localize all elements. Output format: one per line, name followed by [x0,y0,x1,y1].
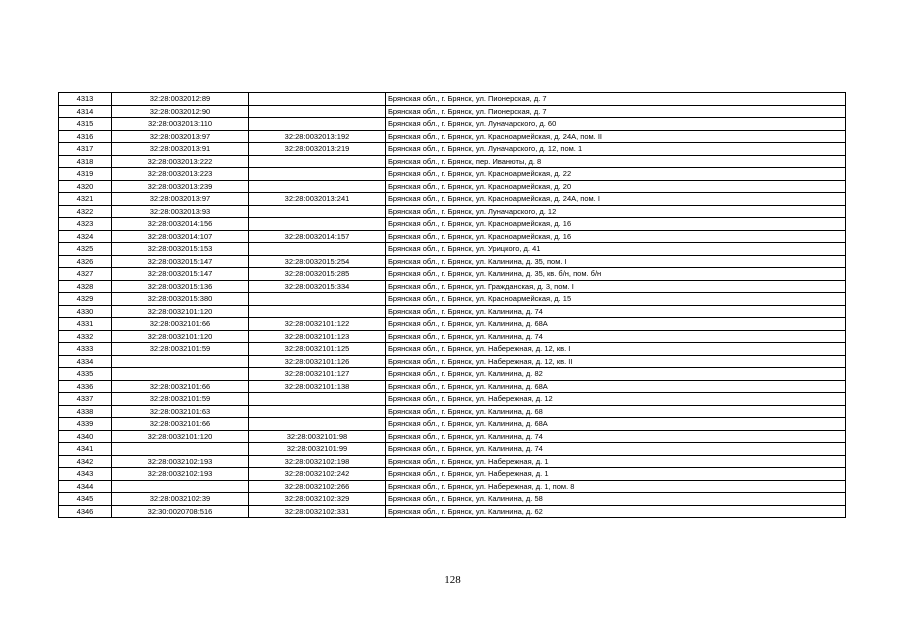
table-row [59,380,846,393]
address-cell: Брянская обл., г. Брянск, ул. Красноармейская, д. 22 [386,168,846,181]
related-cadastral-number-cell: 32:28:0032013:219 [249,143,386,156]
related-cadastral-number-cell: 32:28:0032102:329 [249,493,386,506]
cadastral-number-cell [112,443,249,456]
cadastral-number-cell: 32:30:0020708:516 [112,505,249,518]
related-cadastral-number-cell: 32:28:0032101:98 [249,430,386,443]
table-row [59,143,846,156]
related-cadastral-number-cell [249,180,386,193]
related-cadastral-number-cell: 32:28:0032101:127 [249,368,386,381]
address-cell: Брянская обл., г. Брянск, ул. Набережная, д. 12, кв. II [386,355,846,368]
related-cadastral-number-cell: 32:28:0032101:138 [249,380,386,393]
cadastral-number-cell: 32:28:0032101:120 [112,330,249,343]
cadastral-number-cell: 32:28:0032013:223 [112,168,249,181]
cadastral-number-cell: 32:28:0032014:107 [112,230,249,243]
related-cadastral-number-cell: 32:28:0032014:157 [249,230,386,243]
address-cell: Брянская обл., г. Брянск, ул. Калинина, д. 74 [386,305,846,318]
cadastral-number-cell: 32:28:0032015:147 [112,268,249,281]
address-cell: Брянская обл., г. Брянск, ул. Набережная, д. 1, пом. 8 [386,480,846,493]
address-cell: Брянская обл., г. Брянск, ул. Пионерская, д. 7 [386,105,846,118]
address-cell: Брянская обл., г. Брянск, пер. Иванюты, д. 8 [386,155,846,168]
row-number-cell: 4325 [59,243,112,256]
related-cadastral-number-cell: 32:28:0032102:266 [249,480,386,493]
related-cadastral-number-cell: 32:28:0032102:331 [249,505,386,518]
table-row [59,168,846,181]
address-cell: Брянская обл., г. Брянск, ул. Красноармейская, д. 20 [386,180,846,193]
row-number-cell: 4332 [59,330,112,343]
address-cell: Брянская обл., г. Брянск, ул. Калинина, д. 68А [386,318,846,331]
cadastral-number-cell: 32:28:0032101:63 [112,405,249,418]
row-number-cell: 4324 [59,230,112,243]
registry-table [58,92,846,518]
table-row [59,130,846,143]
address-cell: Брянская обл., г. Брянск, ул. Красноармейская, д. 24А, пом. I [386,193,846,206]
address-cell: Брянская обл., г. Брянск, ул. Калинина, д. 62 [386,505,846,518]
table-row [59,118,846,131]
cadastral-number-cell: 32:28:0032013:110 [112,118,249,131]
cadastral-number-cell: 32:28:0032015:147 [112,255,249,268]
address-cell: Брянская обл., г. Брянск, ул. Калинина, д. 68 [386,405,846,418]
table-row [59,480,846,493]
table-row [59,293,846,306]
related-cadastral-number-cell [249,305,386,318]
cadastral-number-cell: 32:28:0032101:120 [112,430,249,443]
row-number-cell: 4326 [59,255,112,268]
row-number-cell: 4317 [59,143,112,156]
row-number-cell: 4344 [59,480,112,493]
table-row [59,468,846,481]
row-number-cell: 4337 [59,393,112,406]
address-cell: Брянская обл., г. Брянск, ул. Набережная, д. 12 [386,393,846,406]
table-row [59,268,846,281]
cadastral-number-cell: 32:28:0032014:156 [112,218,249,231]
address-cell: Брянская обл., г. Брянск, ул. Калинина, д. 82 [386,368,846,381]
address-cell: Брянская обл., г. Брянск, ул. Набережная, д. 1 [386,455,846,468]
row-number-cell: 4340 [59,430,112,443]
address-cell: Брянская обл., г. Брянск, ул. Красноармейская, д. 24А, пом. II [386,130,846,143]
related-cadastral-number-cell: 32:28:0032013:241 [249,193,386,206]
address-cell: Брянская обл., г. Брянск, ул. Луначарского, д. 12, пом. 1 [386,143,846,156]
address-cell: Брянская обл., г. Брянск, ул. Луначарского, д. 60 [386,118,846,131]
table-row [59,343,846,356]
related-cadastral-number-cell: 32:28:0032013:192 [249,130,386,143]
cadastral-number-cell: 32:28:0032102:193 [112,468,249,481]
related-cadastral-number-cell: 32:28:0032101:123 [249,330,386,343]
row-number-cell: 4330 [59,305,112,318]
row-number-cell: 4318 [59,155,112,168]
address-cell: Брянская обл., г. Брянск, ул. Калинина, д. 68А [386,380,846,393]
row-number-cell: 4313 [59,93,112,106]
cadastral-number-cell: 32:28:0032102:193 [112,455,249,468]
table-row [59,318,846,331]
cadastral-number-cell: 32:28:0032101:120 [112,305,249,318]
table-row [59,218,846,231]
page-number: 128 [444,574,461,586]
row-number-cell: 4320 [59,180,112,193]
related-cadastral-number-cell [249,405,386,418]
related-cadastral-number-cell [249,393,386,406]
table-row [59,505,846,518]
cadastral-number-cell: 32:28:0032013:222 [112,155,249,168]
cadastral-number-cell [112,480,249,493]
address-cell: Брянская обл., г. Брянск, ул. Урицкого, д. 41 [386,243,846,256]
row-number-cell: 4338 [59,405,112,418]
related-cadastral-number-cell [249,418,386,431]
row-number-cell: 4322 [59,205,112,218]
cadastral-number-cell: 32:28:0032101:59 [112,393,249,406]
related-cadastral-number-cell [249,168,386,181]
address-cell: Брянская обл., г. Брянск, ул. Калинина, д. 35, пом. I [386,255,846,268]
table-row [59,205,846,218]
cadastral-number-cell: 32:28:0032013:93 [112,205,249,218]
row-number-cell: 4327 [59,268,112,281]
address-cell: Брянская обл., г. Брянск, ул. Калинина, д. 74 [386,430,846,443]
table-row [59,393,846,406]
row-number-cell: 4319 [59,168,112,181]
table-row [59,105,846,118]
related-cadastral-number-cell [249,155,386,168]
address-cell: Брянская обл., г. Брянск, ул. Луначарского, д. 12 [386,205,846,218]
address-cell: Брянская обл., г. Брянск, ул. Набережная, д. 1 [386,468,846,481]
cadastral-number-cell: 32:28:0032012:90 [112,105,249,118]
table-row [59,493,846,506]
related-cadastral-number-cell: 32:28:0032101:99 [249,443,386,456]
table-row [59,230,846,243]
related-cadastral-number-cell: 32:28:0032101:122 [249,318,386,331]
table-row [59,93,846,106]
address-cell: Брянская обл., г. Брянск, ул. Пионерская, д. 7 [386,93,846,106]
cadastral-number-cell: 32:28:0032101:66 [112,380,249,393]
table-row [59,305,846,318]
row-number-cell: 4334 [59,355,112,368]
row-number-cell: 4316 [59,130,112,143]
row-number-cell: 4339 [59,418,112,431]
row-number-cell: 4343 [59,468,112,481]
row-number-cell: 4346 [59,505,112,518]
related-cadastral-number-cell: 32:28:0032102:242 [249,468,386,481]
row-number-cell: 4331 [59,318,112,331]
related-cadastral-number-cell: 32:28:0032015:285 [249,268,386,281]
address-cell: Брянская обл., г. Брянск, ул. Калинина, д. 74 [386,330,846,343]
address-cell: Брянская обл., г. Брянск, ул. Красноармейская, д. 16 [386,230,846,243]
cadastral-number-cell: 32:28:0032015:380 [112,293,249,306]
table-row [59,155,846,168]
table-row [59,243,846,256]
row-number-cell: 4336 [59,380,112,393]
table-row [59,443,846,456]
cadastral-number-cell [112,355,249,368]
table-row [59,368,846,381]
cadastral-number-cell: 32:28:0032015:136 [112,280,249,293]
cadastral-number-cell: 32:28:0032013:97 [112,193,249,206]
table-row [59,180,846,193]
row-number-cell: 4345 [59,493,112,506]
cadastral-number-cell: 32:28:0032015:153 [112,243,249,256]
row-number-cell: 4335 [59,368,112,381]
address-cell: Брянская обл., г. Брянск, ул. Гражданская, д. 3, пом. I [386,280,846,293]
cadastral-number-cell: 32:28:0032012:89 [112,93,249,106]
address-cell: Брянская обл., г. Брянск, ул. Калинина, д. 35, кв. б/н, пом. б/н [386,268,846,281]
cadastral-number-cell: 32:28:0032013:97 [112,130,249,143]
table-row [59,193,846,206]
address-cell: Брянская обл., г. Брянск, ул. Красноармейская, д. 15 [386,293,846,306]
table-row [59,280,846,293]
table-row [59,418,846,431]
row-number-cell: 4341 [59,443,112,456]
address-cell: Брянская обл., г. Брянск, ул. Набережная, д. 12, кв. I [386,343,846,356]
cadastral-number-cell: 32:28:0032013:239 [112,180,249,193]
row-number-cell: 4323 [59,218,112,231]
row-number-cell: 4333 [59,343,112,356]
related-cadastral-number-cell [249,105,386,118]
row-number-cell: 4329 [59,293,112,306]
row-number-cell: 4314 [59,105,112,118]
related-cadastral-number-cell [249,205,386,218]
related-cadastral-number-cell [249,243,386,256]
related-cadastral-number-cell [249,118,386,131]
table-row [59,330,846,343]
row-number-cell: 4315 [59,118,112,131]
cadastral-number-cell: 32:28:0032101:59 [112,343,249,356]
address-cell: Брянская обл., г. Брянск, ул. Калинина, д. 74 [386,443,846,456]
row-number-cell: 4342 [59,455,112,468]
related-cadastral-number-cell: 32:28:0032101:125 [249,343,386,356]
related-cadastral-number-cell: 32:28:0032015:254 [249,255,386,268]
related-cadastral-number-cell: 32:28:0032015:334 [249,280,386,293]
cadastral-number-cell: 32:28:0032102:39 [112,493,249,506]
table-row [59,255,846,268]
cadastral-number-cell: 32:28:0032013:91 [112,143,249,156]
cadastral-number-cell: 32:28:0032101:66 [112,318,249,331]
address-cell: Брянская обл., г. Брянск, ул. Калинина, д. 58 [386,493,846,506]
related-cadastral-number-cell: 32:28:0032101:126 [249,355,386,368]
cadastral-number-cell [112,368,249,381]
table-row [59,405,846,418]
registry-table-body [59,93,846,518]
related-cadastral-number-cell [249,293,386,306]
table-row [59,455,846,468]
address-cell: Брянская обл., г. Брянск, ул. Красноармейская, д. 16 [386,218,846,231]
related-cadastral-number-cell [249,218,386,231]
related-cadastral-number-cell: 32:28:0032102:198 [249,455,386,468]
row-number-cell: 4321 [59,193,112,206]
row-number-cell: 4328 [59,280,112,293]
table-row [59,355,846,368]
address-cell: Брянская обл., г. Брянск, ул. Калинина, д. 68А [386,418,846,431]
related-cadastral-number-cell [249,93,386,106]
table-row [59,430,846,443]
cadastral-number-cell: 32:28:0032101:66 [112,418,249,431]
